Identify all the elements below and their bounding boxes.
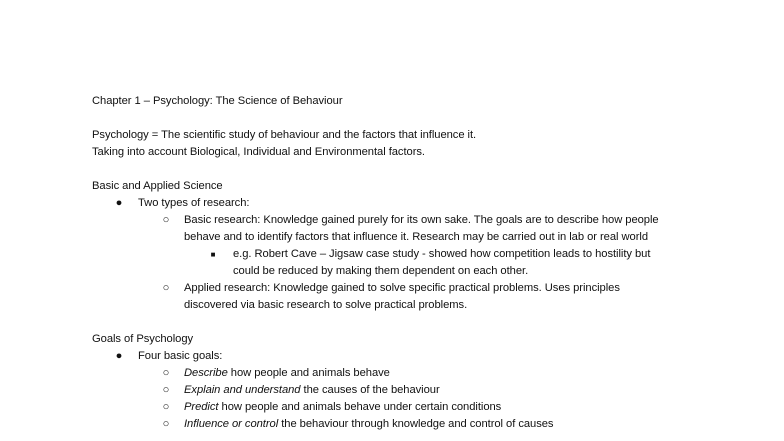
- list-item: [92, 195, 752, 212]
- section-heading-basic-applied: Basic and Applied Science: [92, 180, 223, 192]
- list-item: [92, 348, 752, 365]
- goal-describe: [184, 365, 390, 382]
- bullet-circle-icon: ○: [162, 384, 170, 396]
- blank-line: [92, 110, 752, 127]
- bullet-circle-icon: ○: [162, 367, 170, 379]
- list-item-text: Two types of research:: [138, 197, 250, 209]
- goal-keyword: Influence or control: [184, 418, 279, 430]
- list-item: [92, 246, 752, 263]
- blank-line: [92, 314, 752, 331]
- goal-explain: [184, 382, 440, 399]
- goal-predict: [184, 399, 501, 416]
- applied-research-line-2: discovered via basic research to solve practical problems.: [184, 299, 468, 311]
- list-item: [92, 280, 752, 297]
- goal-text: the behaviour through knowledge and control of causes: [278, 418, 554, 430]
- bullet-circle-icon: ○: [162, 401, 170, 413]
- list-item: [92, 399, 752, 416]
- goal-keyword: Describe: [184, 367, 228, 379]
- example-line-2: could be reduced by making them dependent on each other.: [233, 265, 529, 277]
- goal-text: how people and animals behave under certain conditions: [218, 401, 502, 413]
- basic-research-line-2: behave and to identify factors that influence it. Research may be carried out in lab or real world: [184, 231, 648, 243]
- list-item: [92, 212, 752, 229]
- blank-line: [92, 161, 752, 178]
- list-item: [92, 365, 752, 382]
- chapter-title: Chapter 1 – Psychology: The Science of Behaviour: [92, 95, 343, 107]
- bullet-disc-icon: ●: [115, 197, 123, 209]
- basic-research-line-1: Basic research: Knowledge gained purely for its own sake. The goals are to describe how people: [184, 214, 659, 226]
- list-item-continuation: [92, 297, 752, 314]
- definition-line-2: Taking into account Biological, Individual and Environmental factors.: [92, 146, 425, 158]
- bullet-circle-icon: ○: [162, 214, 170, 226]
- document-body: [92, 93, 752, 433]
- bullet-disc-icon: ●: [115, 350, 123, 362]
- goal-text: the causes of the behaviour: [300, 384, 440, 396]
- list-item-continuation: [92, 229, 752, 246]
- list-item: [92, 416, 752, 433]
- bullet-square-icon: ■: [210, 250, 216, 259]
- list-item: [92, 382, 752, 399]
- goal-influence: [184, 416, 553, 433]
- goal-keyword: Predict: [184, 401, 219, 413]
- bullet-circle-icon: ○: [162, 418, 170, 430]
- list-item-text: Four basic goals:: [138, 350, 223, 362]
- section-heading-goals: Goals of Psychology: [92, 333, 194, 345]
- bullet-circle-icon: ○: [162, 282, 170, 294]
- goal-text: how people and animals behave: [227, 367, 390, 379]
- applied-research-line-1: Applied research: Knowledge gained to solve specific practical problems. Uses principles: [184, 282, 620, 294]
- definition-line-1: Psychology = The scientific study of behaviour and the factors that influence it.: [92, 129, 477, 141]
- list-item-continuation: [92, 263, 752, 280]
- example-line-1: e.g. Robert Cave – Jigsaw case study - showed how competition leads to hostility but: [233, 248, 651, 260]
- goal-keyword: Explain and understand: [184, 384, 301, 396]
